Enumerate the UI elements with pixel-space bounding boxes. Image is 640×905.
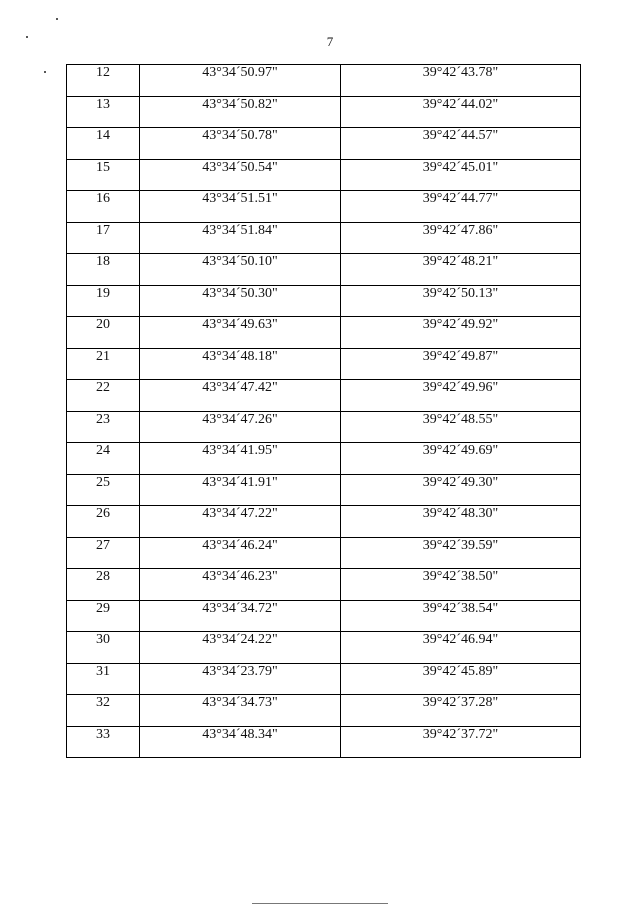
- latitude-cell: 43°34´50.10": [140, 254, 341, 286]
- table-row: [67, 411, 581, 443]
- point-number-cell: 12: [67, 65, 140, 97]
- point-number-cell: 14: [67, 128, 140, 160]
- table-row: [67, 96, 581, 128]
- longitude-cell: 39°42´49.87": [341, 348, 581, 380]
- longitude-cell: 39°42´49.92": [341, 317, 581, 349]
- scan-speck: [26, 36, 28, 38]
- table-row: [67, 537, 581, 569]
- longitude-cell: 39°42´49.69": [341, 443, 581, 475]
- table-row: [67, 726, 581, 758]
- scan-speck: [44, 71, 46, 73]
- coordinates-table-body: [67, 65, 581, 758]
- table-row: [67, 443, 581, 475]
- longitude-cell: 39°42´46.94": [341, 632, 581, 664]
- point-number-cell: 23: [67, 411, 140, 443]
- longitude-cell: 39°42´45.01": [341, 159, 581, 191]
- table-row: [67, 506, 581, 538]
- point-number-cell: 26: [67, 506, 140, 538]
- point-number-cell: 32: [67, 695, 140, 727]
- latitude-cell: 43°34´34.73": [140, 695, 341, 727]
- latitude-cell: 43°34´51.51": [140, 191, 341, 223]
- latitude-cell: 43°34´46.24": [140, 537, 341, 569]
- scan-speck: [56, 18, 58, 20]
- table-row: [67, 600, 581, 632]
- longitude-cell: 39°42´45.89": [341, 663, 581, 695]
- point-number-cell: 17: [67, 222, 140, 254]
- longitude-cell: 39°42´49.30": [341, 474, 581, 506]
- latitude-cell: 43°34´48.34": [140, 726, 341, 758]
- longitude-cell: 39°42´48.30": [341, 506, 581, 538]
- point-number-cell: 15: [67, 159, 140, 191]
- table-row: [67, 632, 581, 664]
- point-number-cell: 13: [67, 96, 140, 128]
- latitude-cell: 43°34´47.42": [140, 380, 341, 412]
- point-number-cell: 18: [67, 254, 140, 286]
- table-row: [67, 222, 581, 254]
- latitude-cell: 43°34´51.84": [140, 222, 341, 254]
- point-number-cell: 27: [67, 537, 140, 569]
- table-row: [67, 348, 581, 380]
- point-number-cell: 21: [67, 348, 140, 380]
- point-number-cell: 30: [67, 632, 140, 664]
- table-row: [67, 254, 581, 286]
- latitude-cell: 43°34´50.54": [140, 159, 341, 191]
- table-row: [67, 663, 581, 695]
- table-row: [67, 159, 581, 191]
- latitude-cell: 43°34´41.91": [140, 474, 341, 506]
- point-number-cell: 33: [67, 726, 140, 758]
- table-row: [67, 569, 581, 601]
- latitude-cell: 43°34´34.72": [140, 600, 341, 632]
- point-number-cell: 16: [67, 191, 140, 223]
- longitude-cell: 39°42´48.55": [341, 411, 581, 443]
- latitude-cell: 43°34´50.30": [140, 285, 341, 317]
- latitude-cell: 43°34´24.22": [140, 632, 341, 664]
- latitude-cell: 43°34´41.95": [140, 443, 341, 475]
- table-row: [67, 191, 581, 223]
- table-row: [67, 317, 581, 349]
- page-number: 7: [326, 34, 334, 49]
- point-number-cell: 20: [67, 317, 140, 349]
- longitude-cell: 39°42´39.59": [341, 537, 581, 569]
- point-number-cell: 25: [67, 474, 140, 506]
- point-number-cell: 28: [67, 569, 140, 601]
- latitude-cell: 43°34´50.78": [140, 128, 341, 160]
- latitude-cell: 43°34´23.79": [140, 663, 341, 695]
- latitude-cell: 43°34´50.82": [140, 96, 341, 128]
- longitude-cell: 39°42´50.13": [341, 285, 581, 317]
- longitude-cell: 39°42´43.78": [341, 65, 581, 97]
- bottom-rule: [252, 903, 388, 904]
- longitude-cell: 39°42´49.96": [341, 380, 581, 412]
- table-row: [67, 695, 581, 727]
- longitude-cell: 39°42´37.72": [341, 726, 581, 758]
- longitude-cell: 39°42´47.86": [341, 222, 581, 254]
- longitude-cell: 39°42´44.02": [341, 96, 581, 128]
- latitude-cell: 43°34´48.18": [140, 348, 341, 380]
- table-row: [67, 65, 581, 97]
- latitude-cell: 43°34´49.63": [140, 317, 341, 349]
- table-row: [67, 285, 581, 317]
- longitude-cell: 39°42´44.77": [341, 191, 581, 223]
- latitude-cell: 43°34´50.97": [140, 65, 341, 97]
- latitude-cell: 43°34´47.22": [140, 506, 341, 538]
- coordinates-table: [66, 64, 581, 758]
- longitude-cell: 39°42´44.57": [341, 128, 581, 160]
- table-row: [67, 474, 581, 506]
- longitude-cell: 39°42´37.28": [341, 695, 581, 727]
- point-number-cell: 29: [67, 600, 140, 632]
- longitude-cell: 39°42´38.50": [341, 569, 581, 601]
- point-number-cell: 31: [67, 663, 140, 695]
- longitude-cell: 39°42´38.54": [341, 600, 581, 632]
- point-number-cell: 24: [67, 443, 140, 475]
- longitude-cell: 39°42´48.21": [341, 254, 581, 286]
- table-row: [67, 380, 581, 412]
- point-number-cell: 19: [67, 285, 140, 317]
- point-number-cell: 22: [67, 380, 140, 412]
- latitude-cell: 43°34´46.23": [140, 569, 341, 601]
- table-row: [67, 128, 581, 160]
- latitude-cell: 43°34´47.26": [140, 411, 341, 443]
